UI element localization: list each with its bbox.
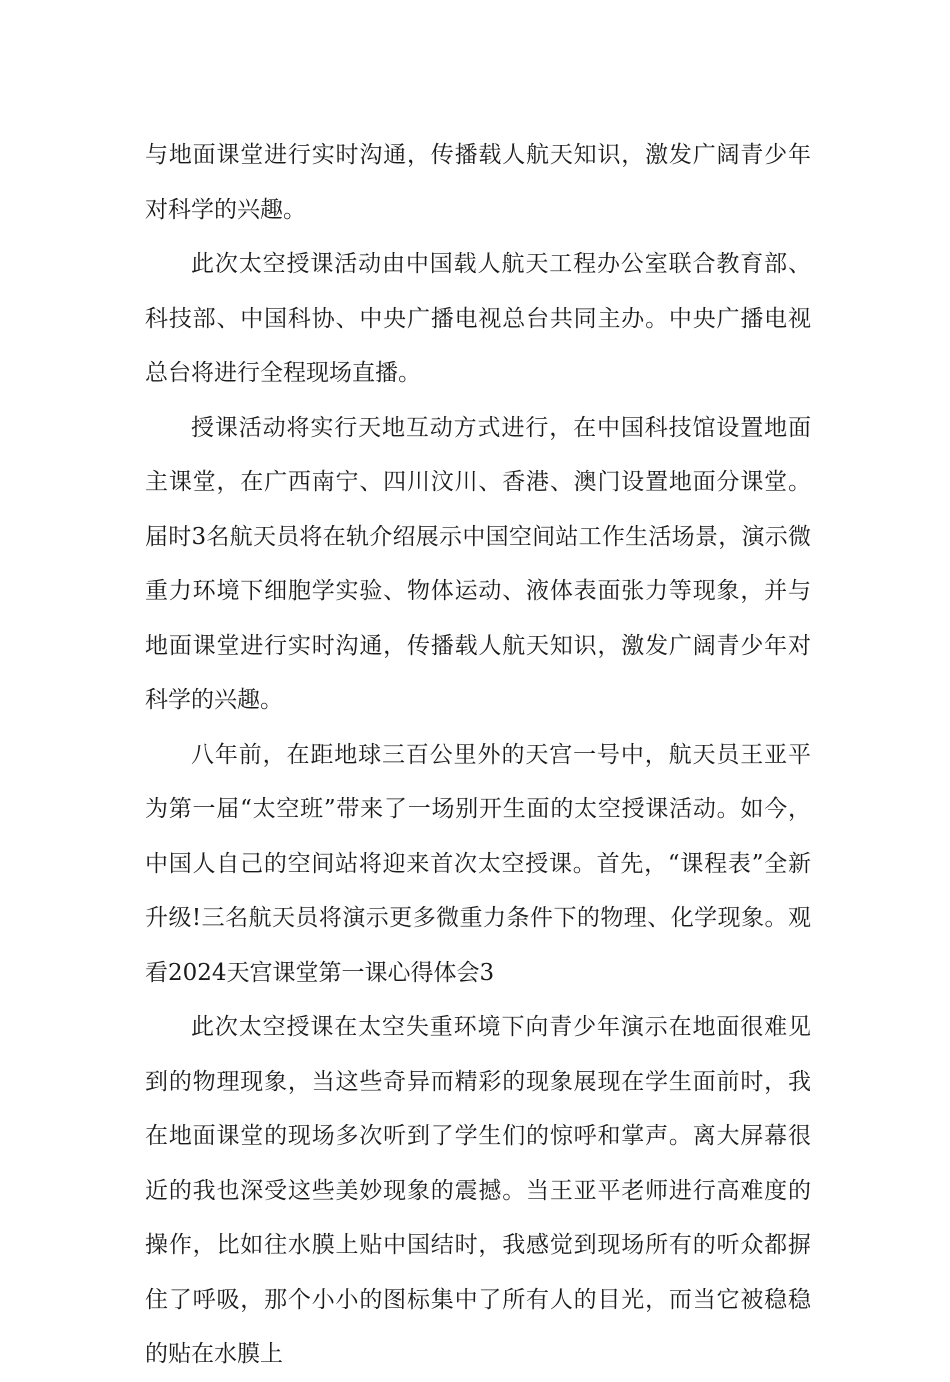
document-body: [145, 128, 811, 1382]
paragraph-3: 授课活动将实行天地互动方式进行，在中国科技馆设置地面主课堂，在广西南宁、四川汶川、香港、澳门设置地面分课堂。届时3名航天员将在轨介绍展示中国空间站工作生活场景，演示微重力环境下细胞学实验、物体运动、液体表面张力等现象，并与地面课堂进行实时沟通，传播载人航天知识，激发广阔青少年对科学的兴趣。: [145, 414, 811, 713]
paragraph-4: 八年前，在距地球三百公里外的天宫一号中，航天员王亚平为第一届“太空班”带来了一场别开生面的太空授课活动。如今，中国人自己的空间站将迎来首次太空授课。首先，“课程表”全新升级!三名航天员将演示更多微重力条件下的物理、化学现象。观看2024天宫课堂第一课心得体会3: [145, 741, 811, 986]
paragraph-5: 此次太空授课在太空失重环境下向青少年演示在地面很难见到的物理现象，当这些奇异而精彩的现象展现在学生面前时，我在地面课堂的现场多次听到了学生们的惊呼和掌声。离大屏幕很近的我也深受这些美妙现象的震撼。当王亚平老师进行高难度的操作，比如往水膜上贴中国结时，我感觉到现场所有的听众都摒住了呼吸，那个小小的图标集中了所有人的目光，而当它被稳稳的贴在水膜上: [145, 1014, 811, 1367]
paragraph-1: 与地面课堂进行实时沟通，传播载人航天知识，激发广阔青少年对科学的兴趣。: [145, 142, 811, 223]
paragraph-2: 此次太空授课活动由中国载人航天工程办公室联合教育部、科技部、中国科协、中央广播电视总台共同主办。中央广播电视总台将进行全程现场直播。: [145, 251, 811, 386]
